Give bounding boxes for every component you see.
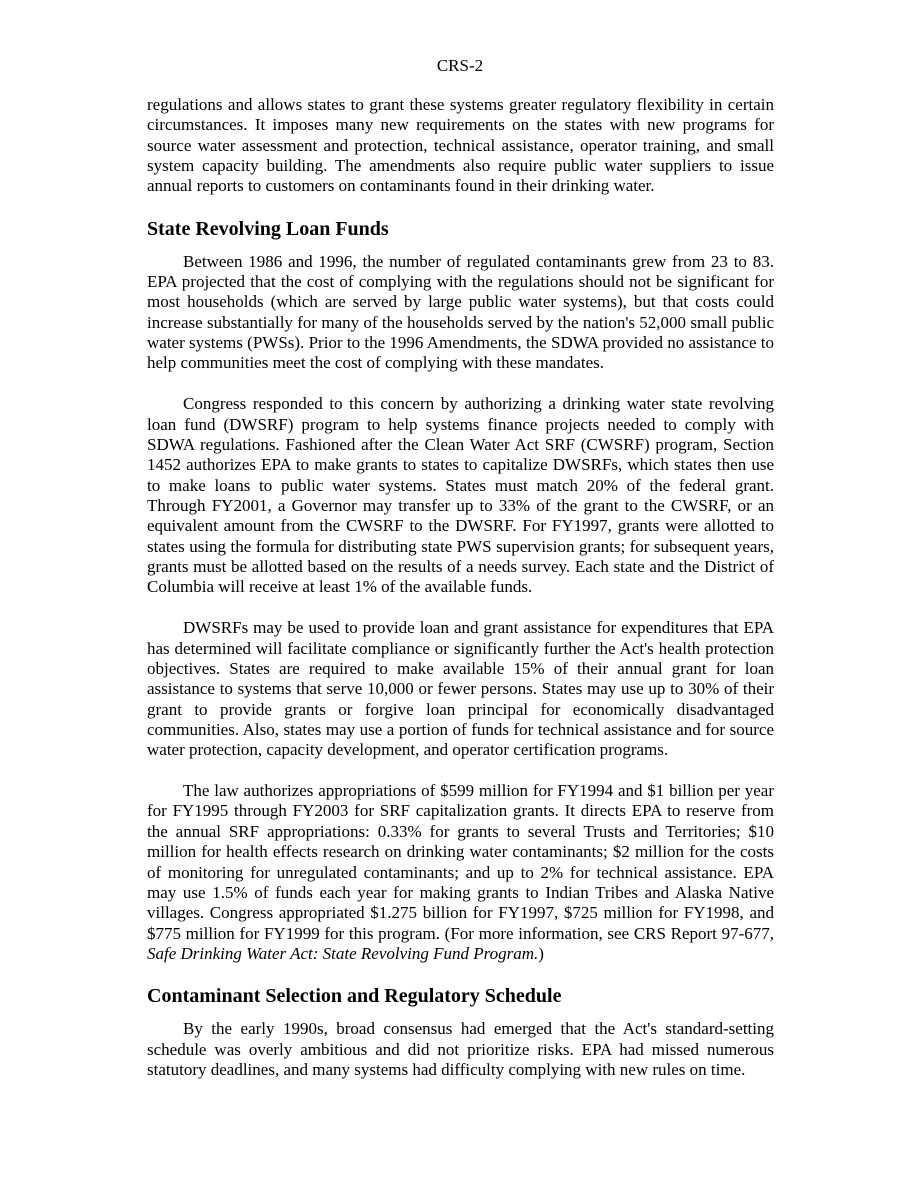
paragraph-srf-1: Between 1986 and 1996, the number of regulated contaminants grew from 23 to 83. EPA projected that the cost of complying with the regulations should not be significant for most households (which are served by large public water systems), but that costs could increase substantially for many of the households served by the nation's 52,000 small public water systems (PWSs). Prior to the 1996 Amendments, the SDWA provided no assistance to help communities meet the cost of complying with these mandates. — [147, 251, 774, 373]
section-heading-state-revolving-loan-funds: State Revolving Loan Funds — [147, 217, 389, 240]
paragraph-srf-4-text: The law authorizes appropriations of $599 million for FY1994 and $1 billion per year for FY1995 through FY2003 for SRF capitalization grants. It directs EPA to reserve from the annual SRF appropriations: 0.33% for grants to several Trusts and Territories; $10 million for health effects research on drinking water contaminants; $2 million for the costs of monitoring for unregulated contaminants; and up to 2% for technical assistance. EPA may use 1.5% of funds each year for making grants to Indian Tribes and Alaska Native villages. Congress appropriated $1.275 billion for FY1997, $725 million for FY1998, and $775 million for FY1999 for this program. (For more information, see CRS Report 97-677, — [147, 781, 774, 943]
document-body — [147, 95, 774, 1080]
paragraph-srf-2: Congress responded to this concern by authorizing a drinking water state revolving loan fund (DWSRF) program to help systems finance projects needed to comply with SDWA regulations. Fashioned after the Clean Water Act SRF (CWSRF) program, Section 1452 authorizes EPA to make grants to states to capitalize DWSRFs, which states then use to make loans to public water systems. States must match 20% of the federal grant. Through FY2001, a Governor may transfer up to 33% of the grant to the CWSRF, or an equivalent amount from the CWSRF to the DWSRF. For FY1997, grants were allotted to states using the formula for distributing state PWS supervision grants; for subsequent years, grants must be allotted based on the results of a needs survey. Each state and the District of Columbia will receive at least 1% of the available funds. — [147, 394, 774, 597]
section-heading-contaminant-selection: Contaminant Selection and Regulatory Schedule — [147, 985, 562, 1008]
intro-paragraph: regulations and allows states to grant these systems greater regulatory flexibility in certain circumstances. It imposes many new requirements on the states with new programs for source water assessment and protection, technical assistance, operator training, and small system capacity building. The amendments also require public water suppliers to issue annual reports to customers on contaminants found in their drinking water. — [147, 95, 774, 196]
paragraph-contaminant-1: By the early 1990s, broad consensus had emerged that the Act's standard-setting schedule was overly ambitious and did not prioritize risks. EPA had missed numerous statutory deadlines, and many systems had difficulty complying with new rules on time. — [147, 1019, 774, 1079]
paragraph-srf-4 — [147, 781, 774, 964]
paragraph-srf-3: DWSRFs may be used to provide loan and grant assistance for expenditures that EPA has determined will facilitate compliance or significantly further the Act's health protection objectives. States are required to make available 15% of their annual grant for loan assistance to systems that serve 10,000 or fewer persons. States may use up to 30% of their grant to provide grants or forgive loan principal for economically disadvantaged communities. Also, states may use a portion of funds for technical assistance and for source water protection, capacity development, and operator certification programs. — [147, 618, 774, 760]
paragraph-srf-4-close: ) — [538, 943, 544, 963]
running-head-page-number: CRS-2 — [436, 56, 484, 75]
report-title-citation: Safe Drinking Water Act: State Revolving Fund Program. — [147, 943, 539, 963]
